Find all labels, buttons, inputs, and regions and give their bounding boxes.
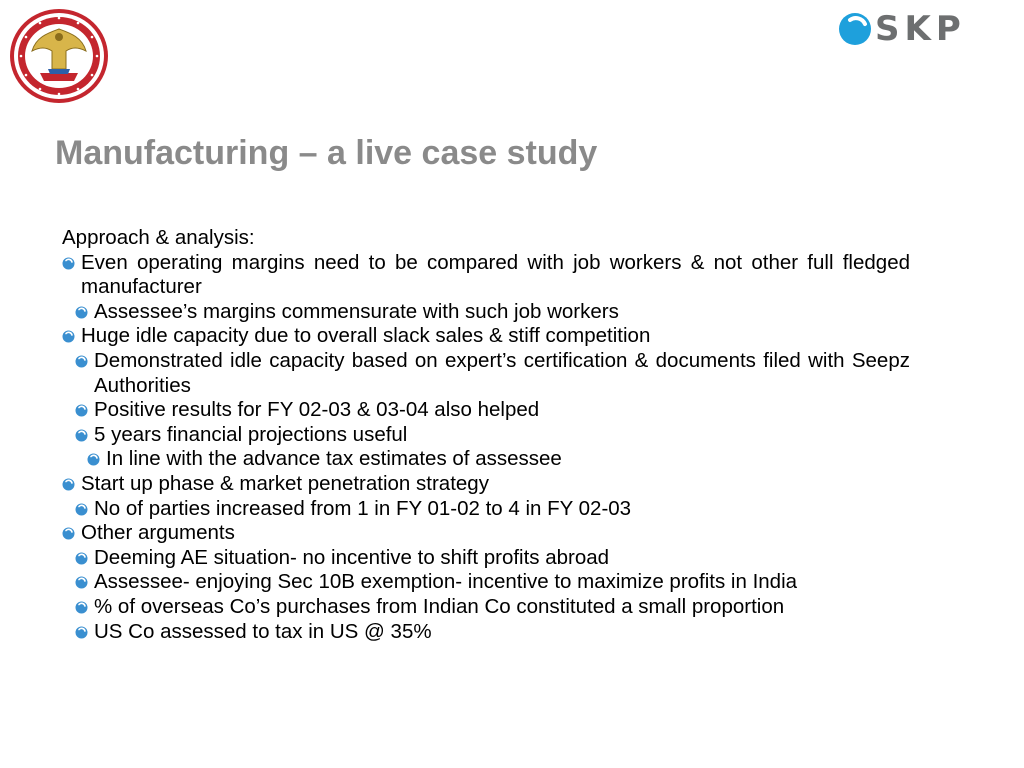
bullet-text: Start up phase & market penetration strategy [81, 471, 489, 495]
slide-body [62, 226, 910, 644]
bullet-icon [75, 355, 88, 368]
bullet-list [62, 251, 910, 645]
intro-text: Approach & analysis: [62, 226, 255, 249]
sub-bullet-list [87, 447, 910, 472]
sub-bullet-list [75, 300, 910, 325]
bullet-item-level-2 [75, 595, 910, 620]
icai-seal-logo [8, 7, 110, 105]
bullet-item-level-2 [75, 398, 910, 423]
bullet-text: Other arguments [81, 521, 235, 545]
bullet-item-level-2 [75, 546, 910, 571]
bullet-item-level-3 [87, 447, 910, 472]
bullet-text: 5 years financial projections useful [94, 422, 408, 446]
bullet-item-level-2 [75, 620, 910, 645]
bullet-text: Demonstrated idle capacity based on expert’s certification & documents filed with Seepz Authorities [94, 348, 910, 397]
bullet-text: US Co assessed to tax in US @ 35% [94, 619, 432, 643]
bullet-item-level-2 [75, 423, 910, 448]
bullet-icon [75, 601, 88, 614]
slide-title: Manufacturing – a live case study [55, 134, 598, 172]
bullet-text: Assessee- enjoying Sec 10B exemption- incentive to maximize profits in India [94, 570, 798, 594]
bullet-icon [62, 330, 75, 343]
bullet-item-level-2 [75, 349, 910, 398]
bullet-item-level-1 [62, 472, 910, 497]
bullet-item-level-2 [75, 300, 910, 325]
bullet-text: Assessee’s margins commensurate with such job workers [94, 299, 619, 323]
bullet-text: In line with the advance tax estimates of assessee [106, 447, 562, 471]
bullet-text: Deeming AE situation- no incentive to shift profits abroad [94, 545, 610, 569]
sub-bullet-list [75, 497, 910, 522]
bullet-text: % of overseas Co’s purchases from Indian Co constituted a small proportion [94, 594, 785, 618]
sub-bullet-list [75, 546, 910, 644]
bullet-icon [75, 306, 88, 319]
bullet-item-level-1 [62, 251, 910, 300]
skp-logo [838, 9, 966, 49]
bullet-item-level-2 [75, 570, 910, 595]
skp-wordmark: SKP [875, 9, 966, 49]
bullet-icon [62, 478, 75, 491]
bullet-icon [75, 429, 88, 442]
bullet-icon [75, 552, 88, 565]
bullet-text: Positive results for FY 02-03 & 03-04 also helped [94, 398, 540, 422]
bullet-icon [75, 626, 88, 639]
sub-bullet-list [75, 349, 910, 472]
bullet-item-level-2 [75, 497, 910, 522]
bullet-text: Huge idle capacity due to overall slack sales & stiff competition [81, 324, 651, 348]
bullet-item-level-1 [62, 521, 910, 546]
bullet-icon [62, 527, 75, 540]
bullet-icon [75, 503, 88, 516]
bullet-item-level-1 [62, 324, 910, 349]
bullet-icon [75, 576, 88, 589]
bullet-icon [75, 404, 88, 417]
bullet-icon [87, 453, 100, 466]
bullet-text: Even operating margins need to be compared with job workers & not other full fledged manufacturer [81, 250, 910, 299]
skp-globe-icon [838, 12, 872, 46]
bullet-icon [62, 257, 75, 270]
bullet-text: No of parties increased from 1 in FY 01-02 to 4 in FY 02-03 [94, 496, 632, 520]
